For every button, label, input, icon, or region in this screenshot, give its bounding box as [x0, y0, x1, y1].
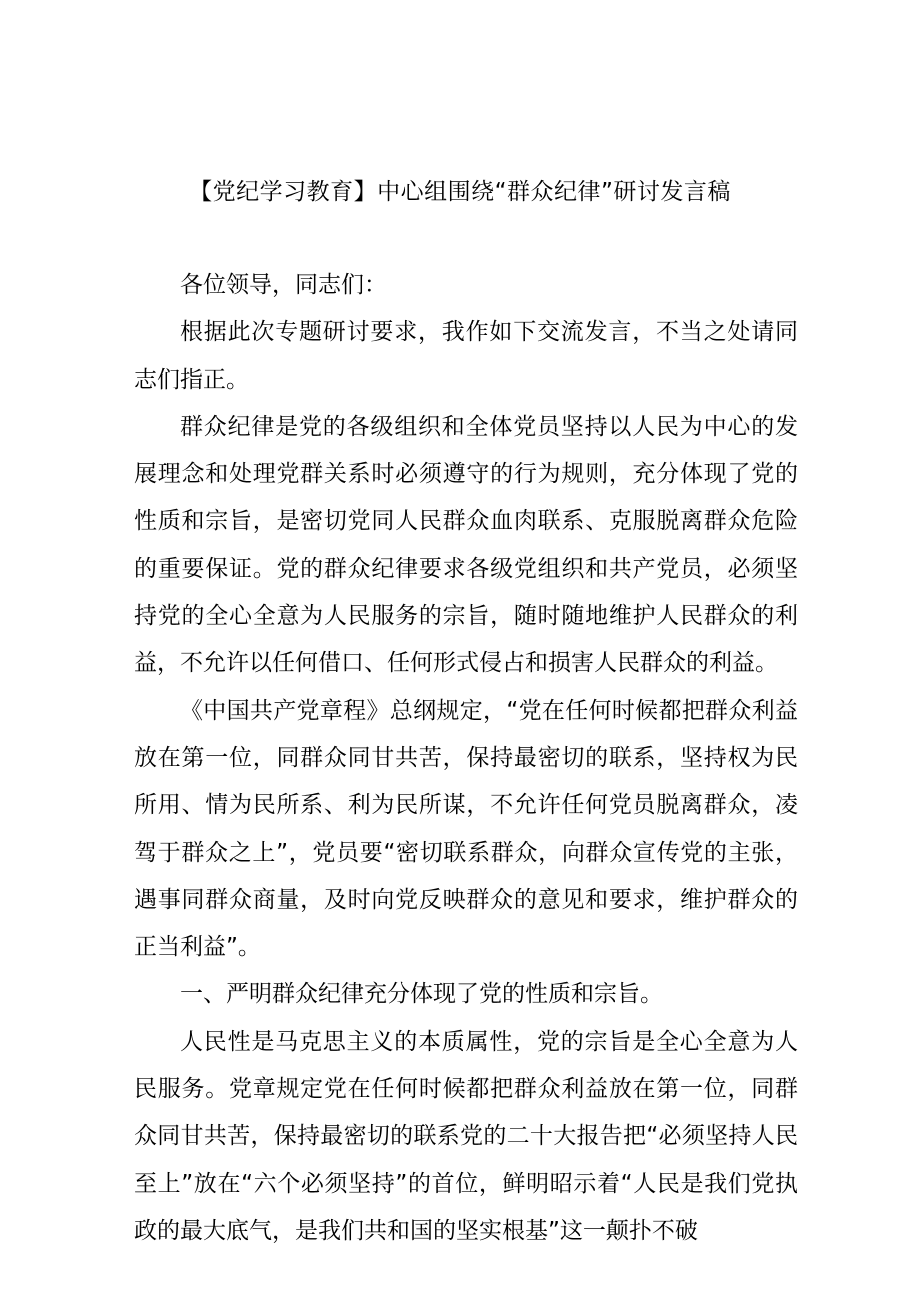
- document-title: 【党纪学习教育】中心组围绕“群众纪律”研讨发言稿: [189, 179, 731, 205]
- paragraph-party-constitution: 《中国共产党章程》总纲规定，“党在任何时候都把群众利益放在第一位，同群众同甘共苦，保持最密切的联系，坚持权为民所用、情为民所系、利为民所谋，不允许任何党员脱离群众，凌驾于群众之上”，党员要“密切联系群众，向群众宣传党的主张，遇事同群众商量，及时向党反映群众的意见和要求，维护群众的正当利益”。: [134, 697, 798, 961]
- paragraph-definition: 群众纪律是党的各级组织和全体党员坚持以人民为中心的发展理念和处理党群关系时必须遵守的行为规则，充分体现了党的性质和宗旨，是密切党同人民群众血肉联系、克服脱离群众危险的重要保证。党的群众纪律要求各级党组织和共产党员，必须坚持党的全心全意为人民服务的宗旨，随时随地维护人民群众的利益，不允许以任何借口、任何形式侵占和损害人民群众的利益。: [134, 413, 798, 677]
- section-heading-1: 一、严明群众纪律充分体现了党的性质和宗旨。: [180, 981, 663, 1008]
- document-body: [134, 262, 798, 1255]
- paragraph-salutation: 各位领导，同志们：: [180, 272, 387, 298]
- paragraph-intro: 根据此次专题研讨要求，我作如下交流发言，不当之处请同志们指正。: [134, 319, 798, 393]
- paragraph-people-centered: 人民性是马克思主义的本质属性，党的宗旨是全心全意为人民服务。党章规定党在任何时候都把群众利益放在第一位，同群众同甘共苦，保持最密切的联系党的二十大报告把“必须坚持人民至上”放在“六个必须坚持”的首位，鲜明昭示着“人民是我们党执政的最大底气，是我们共和国的坚实根基”这一颠扑不破: [134, 1028, 798, 1244]
